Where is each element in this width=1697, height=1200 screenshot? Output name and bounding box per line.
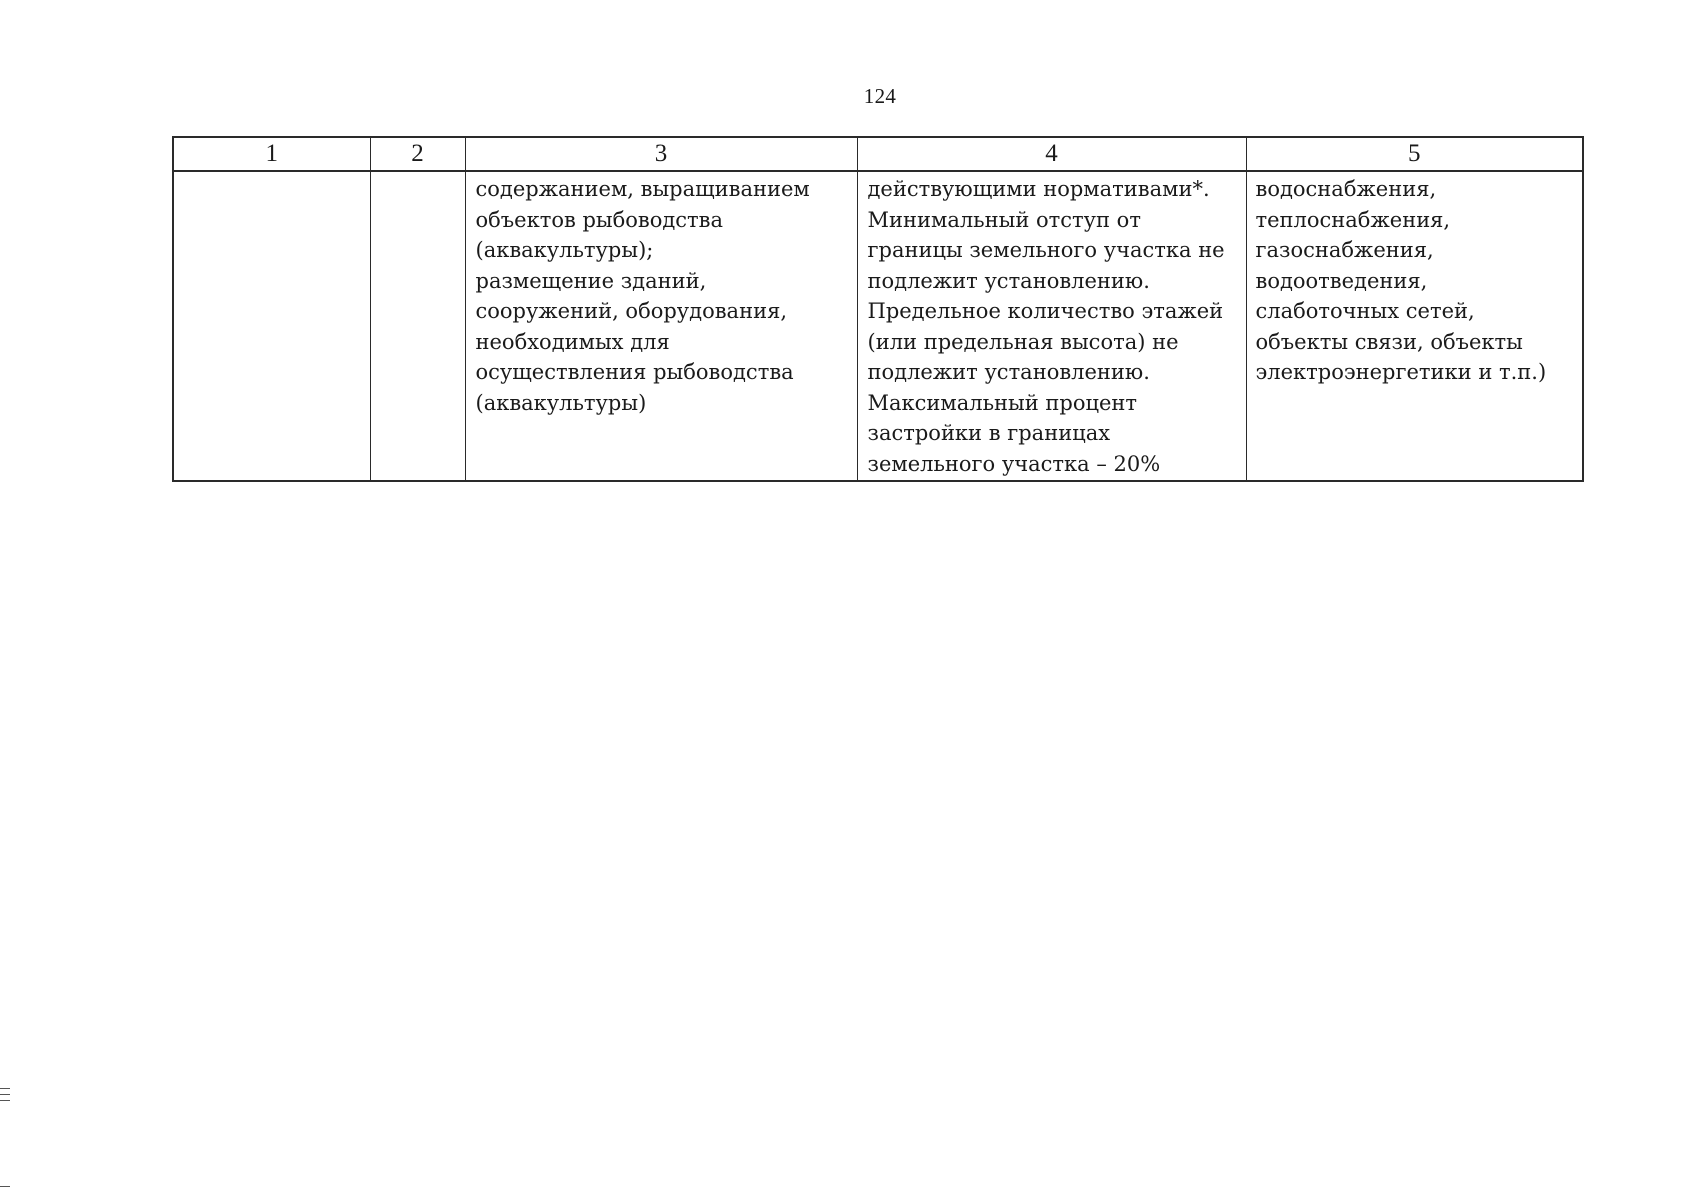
text-line: подлежит установлению.: [867, 360, 1150, 384]
column-number-2: 2: [370, 137, 465, 171]
text-line: подлежит установлению.: [867, 268, 1150, 293]
cell-col2: [370, 171, 465, 481]
cell-auxiliary-uses: [1246, 171, 1583, 481]
text-line: объекты связи, объекты: [1255, 329, 1523, 354]
zoning-table: [172, 136, 1584, 482]
text-line: границы земельного участка не: [867, 238, 1225, 262]
text-line: застройки в границах: [867, 421, 1111, 445]
column-number-1: 1: [173, 137, 370, 171]
column-number-5: 5: [1246, 137, 1583, 171]
cell-limit-parameters: [857, 171, 1246, 481]
text-line: (аквакультуры): [475, 390, 647, 415]
text-line: содержанием, выращиванием: [475, 177, 810, 201]
text-line: действующими нормативами*.: [867, 177, 1210, 201]
text-line: газоснабжения,: [1255, 238, 1434, 262]
column-number-4: 4: [857, 137, 1246, 171]
text-line: водоснабжения,: [1255, 177, 1437, 201]
column-number-row: [173, 137, 1583, 171]
text-line: объектов рыбоводства: [475, 207, 724, 232]
text-line: размещение зданий,: [475, 268, 707, 293]
text-line: Предельное количество этажей: [867, 299, 1224, 323]
text-line: (или предельная высота) не: [867, 329, 1179, 354]
text-line: необходимых для: [475, 329, 670, 354]
text-line: электроэнергетики и т.п.): [1255, 360, 1547, 384]
scan-mark: [0, 1100, 10, 1101]
cell-col1: [173, 171, 370, 481]
text-line: водоотведения,: [1255, 268, 1428, 293]
text-line: сооружений, оборудования,: [475, 299, 787, 323]
cell-permitted-use-description: [465, 171, 857, 481]
scan-mark: [0, 1186, 10, 1187]
scan-mark: [0, 1088, 10, 1089]
scan-mark: [0, 1094, 10, 1095]
column-number-3: 3: [465, 137, 857, 171]
text-line: Максимальный процент: [867, 390, 1138, 415]
text-line: Минимальный отступ от: [867, 207, 1141, 232]
text-line: осуществления рыбоводства: [475, 360, 794, 384]
table-row: [173, 171, 1583, 481]
text-line: земельного участка – 20%: [867, 451, 1161, 476]
text-line: (аквакультуры);: [475, 238, 654, 262]
text-line: теплоснабжения,: [1255, 207, 1451, 232]
page-number: 124: [863, 84, 897, 108]
text-line: слаботочных сетей,: [1255, 299, 1475, 323]
